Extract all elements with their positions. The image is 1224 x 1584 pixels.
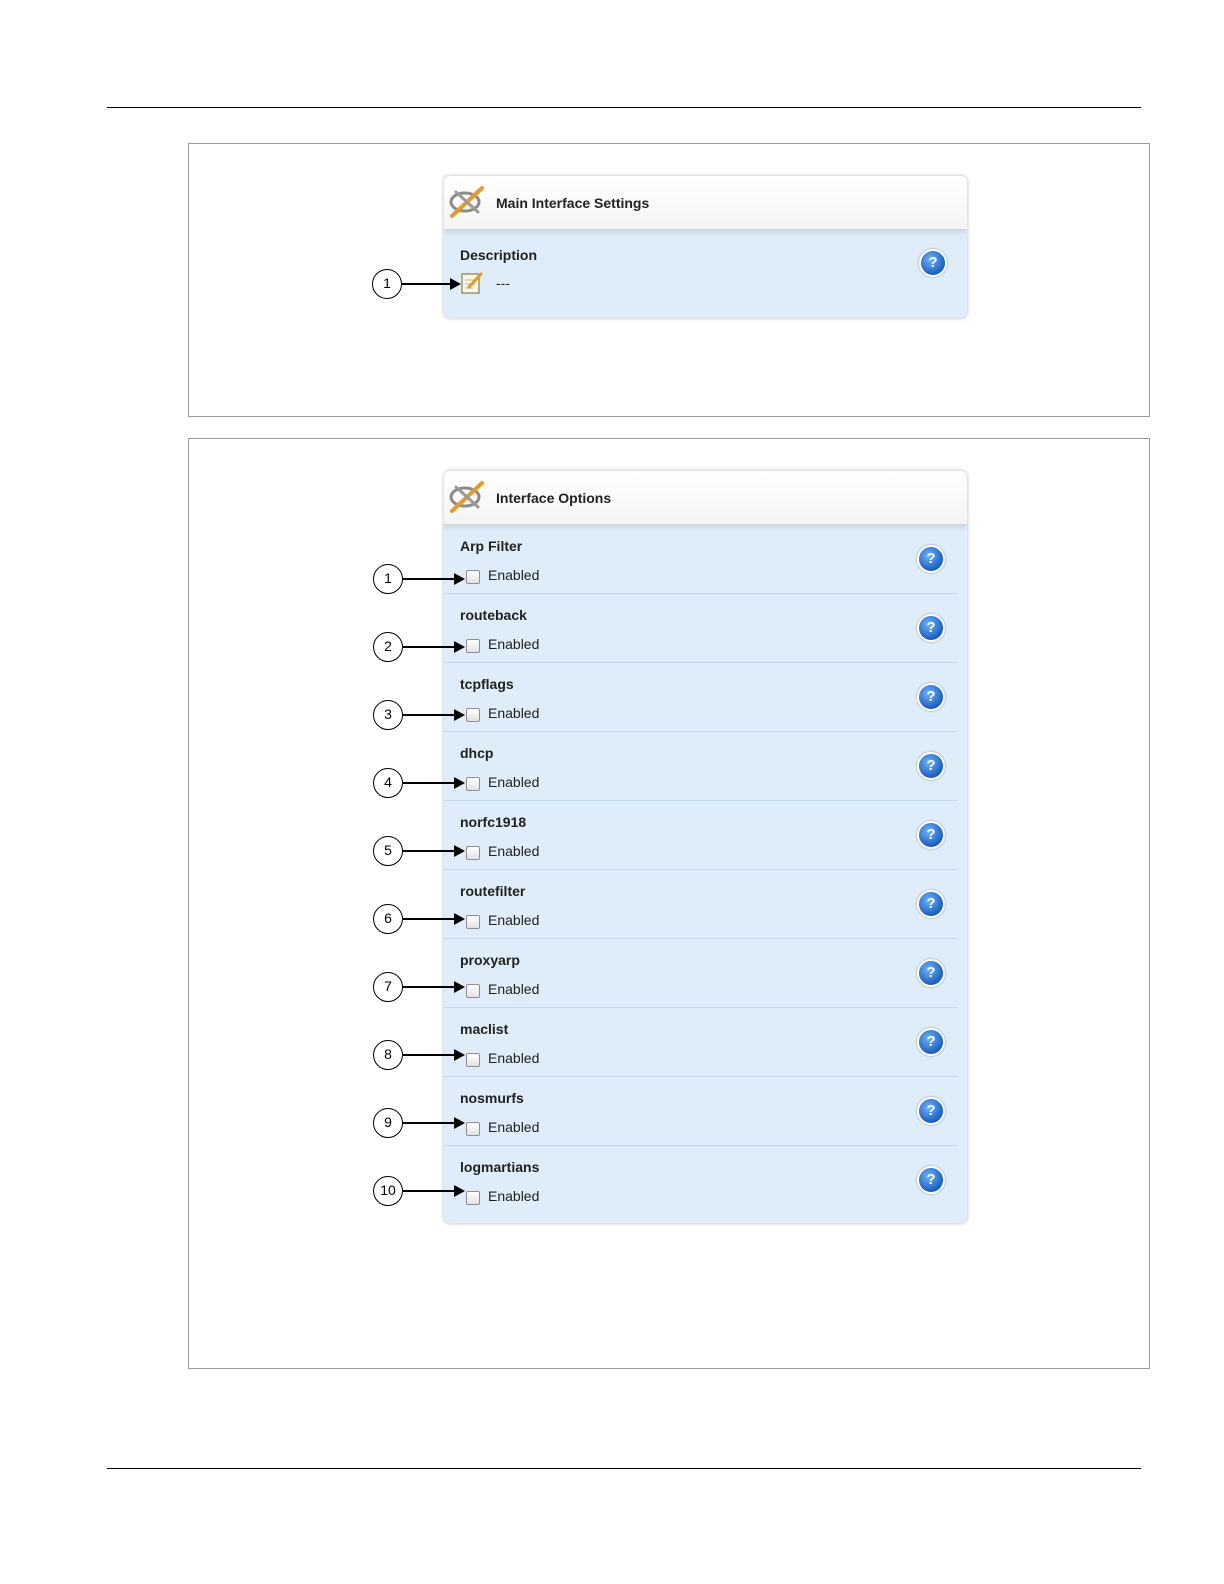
help-icon[interactable]: ? — [917, 614, 945, 642]
options-list — [444, 525, 967, 1214]
callout-arrow — [403, 782, 463, 784]
help-icon[interactable]: ? — [917, 752, 945, 780]
callout-number: 7 — [373, 972, 403, 1002]
callout-number: 9 — [373, 1108, 403, 1138]
callout-number: 6 — [373, 904, 403, 934]
help-icon[interactable]: ? — [917, 1028, 945, 1056]
callout-number: 4 — [373, 768, 403, 798]
tools-icon — [448, 477, 486, 515]
option-tcpflags — [444, 663, 957, 732]
enabled-checkbox[interactable] — [466, 915, 480, 929]
option-arp-filter — [444, 525, 957, 594]
help-icon[interactable]: ? — [917, 821, 945, 849]
option-label: dhcp — [460, 745, 494, 761]
checkbox-label[interactable]: Enabled — [488, 981, 540, 997]
figure-main-interface-settings — [188, 143, 1150, 417]
callout-number: 2 — [373, 632, 403, 662]
panel-header — [444, 176, 967, 230]
enabled-checkbox[interactable] — [466, 639, 480, 653]
callout-arrow — [403, 986, 463, 988]
checkbox-label[interactable]: Enabled — [488, 705, 540, 721]
help-icon[interactable]: ? — [917, 1166, 945, 1194]
option-label: nosmurfs — [460, 1090, 524, 1106]
description-field — [444, 230, 967, 318]
option-routeback — [444, 594, 957, 663]
option-label: norfc1918 — [460, 814, 527, 830]
checkbox-label[interactable]: Enabled — [488, 636, 540, 652]
checkbox-label[interactable]: Enabled — [488, 843, 540, 859]
enabled-checkbox[interactable] — [466, 570, 480, 584]
header-rule — [107, 107, 1141, 108]
checkbox-label[interactable]: Enabled — [488, 1050, 540, 1066]
callout-number: 1 — [373, 564, 403, 594]
enabled-checkbox[interactable] — [466, 777, 480, 791]
option-label: tcpflags — [460, 676, 514, 692]
checkbox-label[interactable]: Enabled — [488, 774, 540, 790]
callout-number: 8 — [373, 1040, 403, 1070]
main-interface-settings-panel — [444, 176, 967, 318]
callout-arrow — [402, 283, 459, 285]
callout-arrow — [403, 918, 463, 920]
callout-arrow — [403, 646, 463, 648]
help-icon[interactable]: ? — [917, 545, 945, 573]
option-nosmurfs — [444, 1077, 957, 1146]
option-maclist — [444, 1008, 957, 1077]
option-label: maclist — [460, 1021, 509, 1037]
option-logmartians — [444, 1146, 957, 1214]
callout-arrow — [403, 1122, 463, 1124]
callout-arrow — [403, 714, 463, 716]
edit-note-icon[interactable] — [461, 272, 483, 294]
option-proxyarp — [444, 939, 957, 1008]
panel-title: Interface Options — [496, 490, 612, 506]
callout-number: 3 — [373, 700, 403, 730]
option-routefilter — [444, 870, 957, 939]
help-icon[interactable]: ? — [917, 1097, 945, 1125]
enabled-checkbox[interactable] — [466, 1122, 480, 1136]
callout-arrow — [403, 1054, 463, 1056]
description-value: --- — [496, 275, 510, 291]
option-label: proxyarp — [460, 952, 520, 968]
help-icon[interactable]: ? — [917, 959, 945, 987]
callout-number: 1 — [372, 269, 402, 299]
callout-arrow — [403, 578, 463, 580]
callout-arrow — [403, 850, 463, 852]
panel-header — [444, 471, 967, 525]
help-icon[interactable]: ? — [917, 683, 945, 711]
tools-icon — [448, 182, 486, 220]
panel-title: Main Interface Settings — [496, 195, 650, 211]
enabled-checkbox[interactable] — [466, 708, 480, 722]
enabled-checkbox[interactable] — [466, 1053, 480, 1067]
interface-options-panel — [444, 471, 967, 1223]
callout-number: 5 — [373, 836, 403, 866]
checkbox-label[interactable]: Enabled — [488, 1188, 540, 1204]
enabled-checkbox[interactable] — [466, 984, 480, 998]
figure-interface-options — [188, 438, 1150, 1369]
help-icon[interactable]: ? — [917, 890, 945, 918]
checkbox-label[interactable]: Enabled — [488, 1119, 540, 1135]
enabled-checkbox[interactable] — [466, 1191, 480, 1205]
checkbox-label[interactable]: Enabled — [488, 912, 540, 928]
option-label: logmartians — [460, 1159, 540, 1175]
option-label: routefilter — [460, 883, 526, 899]
callout-arrow — [403, 1190, 463, 1192]
callout-number: 10 — [373, 1176, 403, 1206]
description-label: Description — [460, 247, 538, 263]
option-label: Arp Filter — [460, 538, 523, 554]
option-dhcp — [444, 732, 957, 801]
help-icon[interactable]: ? — [919, 249, 947, 277]
enabled-checkbox[interactable] — [466, 846, 480, 860]
option-label: routeback — [460, 607, 527, 623]
footer-rule — [107, 1468, 1141, 1469]
option-norfc1918 — [444, 801, 957, 870]
checkbox-label[interactable]: Enabled — [488, 567, 540, 583]
